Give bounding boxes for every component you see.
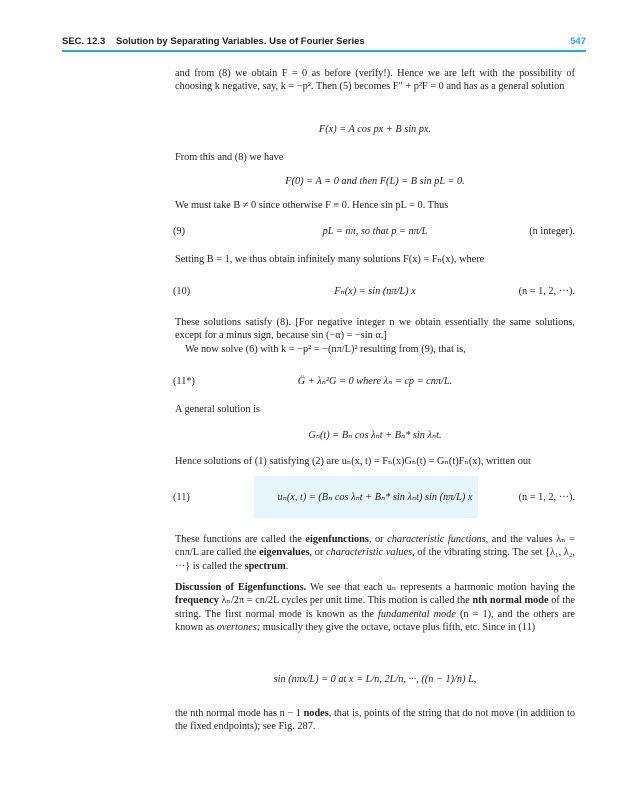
equation-boundary: F(0) = A = 0 and then F(L) = B sin pL = 0. (285, 176, 465, 187)
paragraph-2: From this and (8) we have (175, 152, 284, 163)
term-eigenfunctions: eigenfunctions (305, 534, 369, 545)
paragraph-5: These solutions satisfy (8). [For negative integer n we obtain essentially the same solutions, except for a minus sign, because sin (−α) = −sin α.] (175, 317, 575, 342)
equation-body: G̈ + λₙ²G = 0 where λₙ = cp = cnπ/L. (297, 376, 453, 387)
term-frequency: frequency (175, 595, 219, 607)
equation-nodes: sin (nπx/L) = 0 at x = L/n, 2L/n, ···, ((n − 1)/n) L, (273, 674, 477, 685)
equation-body: pL = nπ, so that p = nπ/L (322, 226, 428, 237)
page-number: 547 (570, 36, 586, 47)
paragraph-heading: Discussion of Eigenfunctions. (175, 582, 307, 593)
text: These functions are called the (175, 534, 306, 545)
term-spectrum: spectrum (244, 560, 286, 572)
equation-number: (9) (173, 226, 186, 237)
paragraph-7: A general solution is (175, 404, 260, 415)
text: of the string. The first normal mode is known as the (175, 595, 575, 620)
equation-body: uₙ(x, t) = (Bₙ cos λₙt + Bₙ* sin λₙt) sin (nπ/L) x (277, 492, 473, 503)
paragraph-8: Hence solutions of (1) satisfying (2) are uₙ(x, t) = Fₙ(x)Gₙ(t) = Gₙ(t)Fₙ(x), written out (175, 456, 531, 467)
header-rule (62, 50, 586, 52)
text: , or (309, 547, 326, 559)
equation-body: Fₙ(x) = sin (nπ/L) x (334, 286, 416, 297)
section-number: SEC. 12.3 (62, 36, 106, 47)
term-nodes: nodes (303, 708, 329, 719)
text: λₙ/2π = cn/2L cycles per unit time. This motion is called the (218, 595, 473, 607)
equation-number: (10) (173, 286, 191, 297)
text: , or (368, 534, 388, 545)
text: the nth normal mode has n − 1 (175, 708, 304, 719)
paragraph-3: We must take B ≠ 0 since otherwise F ≡ 0. Hence sin pL = 0. Thus (175, 200, 449, 211)
paragraph-11 (175, 707, 575, 734)
text: . (285, 560, 289, 572)
equation-11-star (175, 375, 575, 391)
term-overtones: overtones; (216, 622, 261, 634)
equation-11 (175, 491, 575, 507)
section-title: Solution by Separating Variables. Use of Fourier Series (116, 36, 365, 47)
equation-condition: (n = 1, 2, ···). (518, 492, 575, 503)
equation-condition: (n integer). (529, 226, 575, 237)
paragraph-9 (175, 533, 575, 573)
term-eigenvalues: eigenvalues (259, 547, 310, 559)
equation-number: (11) (173, 492, 190, 503)
equation-condition: (n = 1, 2, ···). (518, 286, 575, 297)
text: musically they give the octave, octave plus fifth, etc. Since in (11) (260, 622, 536, 634)
text: , that is, points of the string that do not move (in addition to the fixed endpoints); see Fig. 287. (175, 708, 575, 733)
paragraph-4: Setting B = 1, we thus obtain infinitely many solutions F(x) = Fₙ(x), where (175, 254, 485, 265)
equation-10 (175, 285, 575, 301)
text: , and the values λₙ = cnπ/L are called the (175, 534, 575, 559)
paragraph-1: and from (8) we obtain F = 0 as before (verify!). Hence we are left with the possibility of choosing k negative, say, k = −p². Then (5) becomes F″ + p²F = 0 and has as a general solution (175, 68, 575, 93)
equation-gn: Gₙ(t) = Bₙ cos λₙt + Bₙ* sin λₙt. (308, 430, 442, 441)
paragraph-6: We now solve (6) with k = −p² = −(nπ/L)² resulting from (9), that is, (185, 344, 466, 355)
text: (n = 1), and the others are known as (175, 608, 575, 634)
term-characteristic-functions: characteristic functions (387, 534, 486, 545)
text: We see that each uₙ represents a harmonic motion having the (306, 582, 576, 593)
equation-9 (175, 225, 575, 241)
term-fundamental-mode: fundamental mode (378, 608, 456, 620)
text: , of the vibrating string. The set {λ₁, λ₂, ···} is called the (175, 547, 576, 572)
equation-number: (11*) (173, 376, 195, 387)
equation-general-solution: F(x) = A cos px + B sin px. (318, 124, 432, 135)
term-characteristic-values: characteristic values (325, 547, 413, 559)
term-normal-mode: nth normal mode (472, 595, 549, 607)
paragraph-10 (175, 581, 575, 635)
